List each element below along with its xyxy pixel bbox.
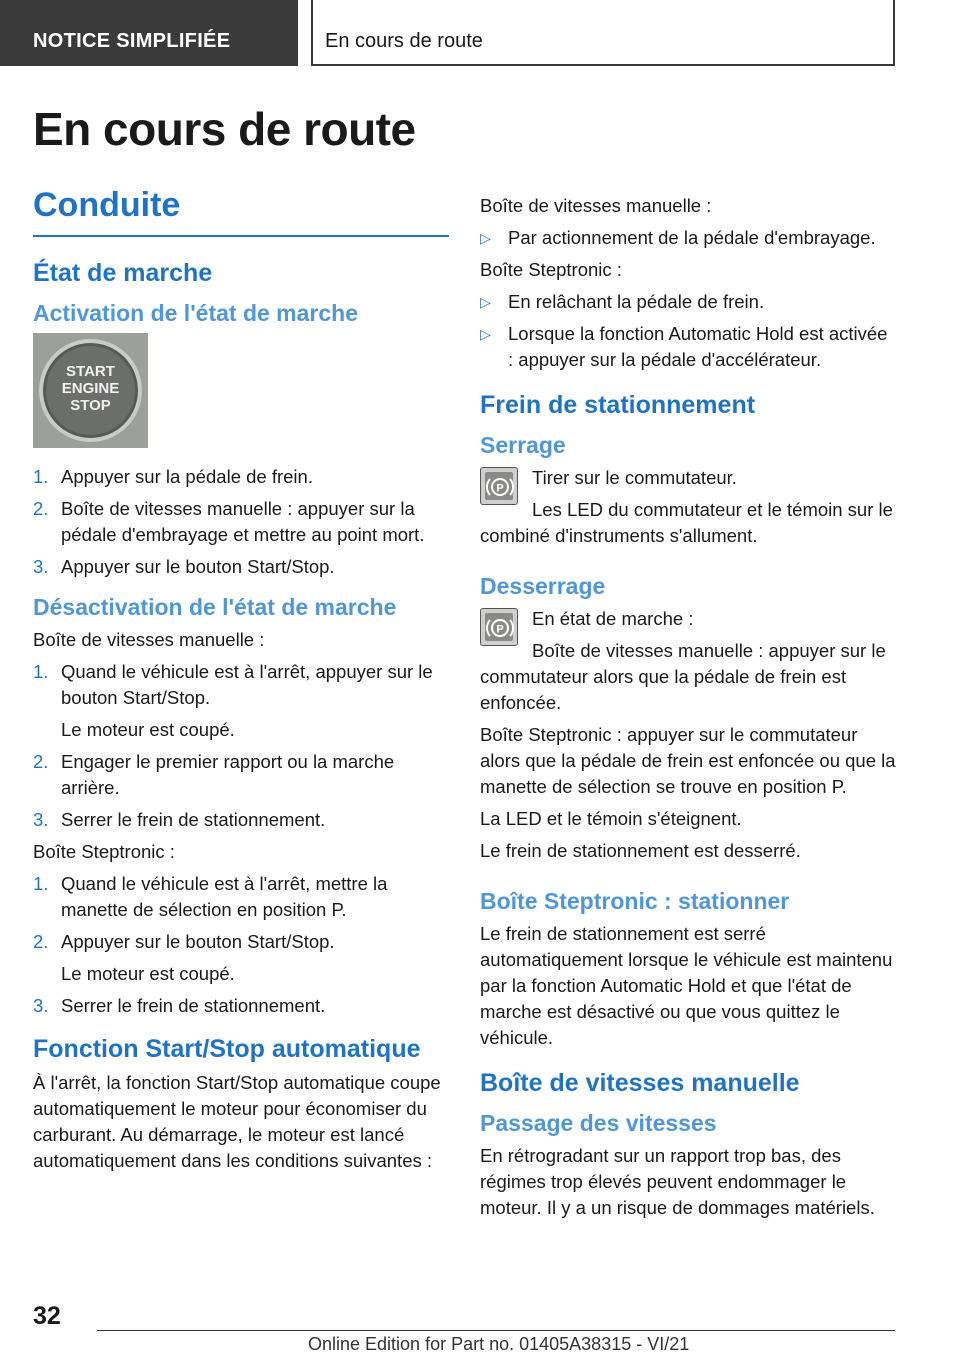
desserrage-text-3: Boîte Steptronic : appuyer sur le commutateur alors que la pédale de frein est enfoncée ou que la manette de sélection se trouve en position P. xyxy=(480,724,896,797)
desserrage-text-5: Le frein de stationnement est desserré. xyxy=(480,840,801,861)
page-header xyxy=(0,0,960,66)
page-number: 32 xyxy=(33,1302,61,1330)
list-item: 1. Quand le véhicule est à l'arrêt, appuyer sur le bouton Start/Stop. Le moteur est coupé. xyxy=(33,661,433,740)
page-title: En cours de route xyxy=(33,103,416,155)
heading-start-stop-auto: Fonction Start/Stop automatique xyxy=(33,1035,421,1063)
svg-text:P: P xyxy=(496,482,504,495)
list-item: 2. Appuyer sur le bouton Start/Stop. Le moteur est coupé. xyxy=(33,931,335,984)
section-tab: NOTICE SIMPLIFIÉE xyxy=(0,0,298,66)
list-item: 2. Boîte de vitesses manuelle : appuyer sur la pédale d'embrayage et mettre au point mort. xyxy=(33,498,425,545)
svg-text:P: P xyxy=(496,623,504,636)
steptronic-intro: Boîte Steptronic : xyxy=(33,841,175,862)
steptronic-intro-right: Boîte Steptronic : xyxy=(480,259,622,280)
serrage-block xyxy=(480,465,896,549)
steptronic-steps xyxy=(33,871,449,1019)
left-column xyxy=(33,186,449,1180)
triangle-bullet-icon: ▷ xyxy=(480,326,491,342)
list-item: 2. Engager le premier rapport ou la marche arrière. xyxy=(33,751,395,798)
heading-passage-vitesses: Passage des vitesses xyxy=(480,1110,717,1136)
list-item: 3. Serrer le frein de stationnement. xyxy=(33,995,326,1016)
manual-intro: Boîte de vitesses manuelle : xyxy=(33,629,265,650)
footer-divider xyxy=(97,1330,895,1331)
list-item: ▷ Lorsque la fonction Automatic Hold est activée : appuyer sur la pédale d'accélérateur. xyxy=(480,323,888,370)
list-item: 3. Appuyer sur le bouton Start/Stop. xyxy=(33,556,335,577)
heading-steptronic-stationner: Boîte Steptronic : stationner xyxy=(480,888,790,914)
heading-boite-manuelle: Boîte de vitesses manuelle xyxy=(480,1069,800,1097)
edition-text: Online Edition for Part no. 01405A38315 - VI/21 xyxy=(308,1334,690,1354)
serrage-text-1: Tirer sur le commutateur. xyxy=(532,467,737,488)
start-button-text: START ENGINE STOP xyxy=(61,363,120,414)
steptronic-text: Le frein de stationnement est serré automatiquement lorsque le véhicule est maintenu par la fonction Automatic Hold et que l'état de marche est désactivé ou que vous quittez le véhicule. xyxy=(480,923,893,1048)
heading-frein-stationnement: Frein de stationnement xyxy=(480,391,756,419)
activation-steps xyxy=(33,464,449,580)
steptronic-bullets xyxy=(480,289,896,373)
heading-serrage: Serrage xyxy=(480,432,566,458)
heading-activation: Activation de l'état de marche xyxy=(33,300,359,326)
list-item: ▷ Par actionnement de la pédale d'embrayage. xyxy=(480,225,896,251)
auto-text: À l'arrêt, la fonction Start/Stop automatique coupe automatiquement le moteur pour économiser du carburant. Au démarrage, le moteur est lancé automatiquement dans les conditions suivantes : xyxy=(33,1072,441,1171)
desserrage-text-1: En état de marche : xyxy=(532,608,694,629)
heading-etat-de-marche: État de marche xyxy=(33,259,213,287)
parking-brake-switch-icon xyxy=(480,467,518,505)
serrage-text-2: Les LED du commutateur et le témoin sur le combiné d'instruments s'allument. xyxy=(480,499,893,546)
triangle-bullet-icon: ▷ xyxy=(480,230,491,246)
manual-bullets xyxy=(480,225,896,251)
chapter-tab: En cours de route xyxy=(311,0,895,66)
manual-steps xyxy=(33,659,449,833)
heading-desserrage: Desserrage xyxy=(480,573,606,599)
desserrage-block xyxy=(480,606,896,716)
passage-text: En rétrogradant sur un rapport trop bas, des régimes trop élevés peuvent endommager le moteur. Il y a un risque de dommages matériels. xyxy=(480,1145,875,1218)
parking-brake-switch-icon xyxy=(480,608,518,646)
desserrage-text-2: Boîte de vitesses manuelle : appuyer sur le commutateur alors que la pédale de frein est enfoncée. xyxy=(480,640,886,713)
start-engine-stop-button-image xyxy=(33,333,148,448)
right-column xyxy=(480,193,896,1227)
list-item: ▷ En relâchant la pédale de frein. xyxy=(480,289,896,315)
heading-desactivation: Désactivation de l'état de marche xyxy=(33,594,397,620)
desserrage-text-4: La LED et le témoin s'éteignent. xyxy=(480,808,742,829)
list-item: 1. Appuyer sur la pédale de frein. xyxy=(33,466,313,487)
list-item: 1. Quand le véhicule est à l'arrêt, mettre la manette de sélection en position P. xyxy=(33,873,388,920)
manual-intro-right: Boîte de vitesses manuelle : xyxy=(480,195,712,216)
list-item: 3. Serrer le frein de stationnement. xyxy=(33,809,326,830)
heading-conduite: Conduite xyxy=(33,186,449,237)
triangle-bullet-icon: ▷ xyxy=(480,294,491,310)
